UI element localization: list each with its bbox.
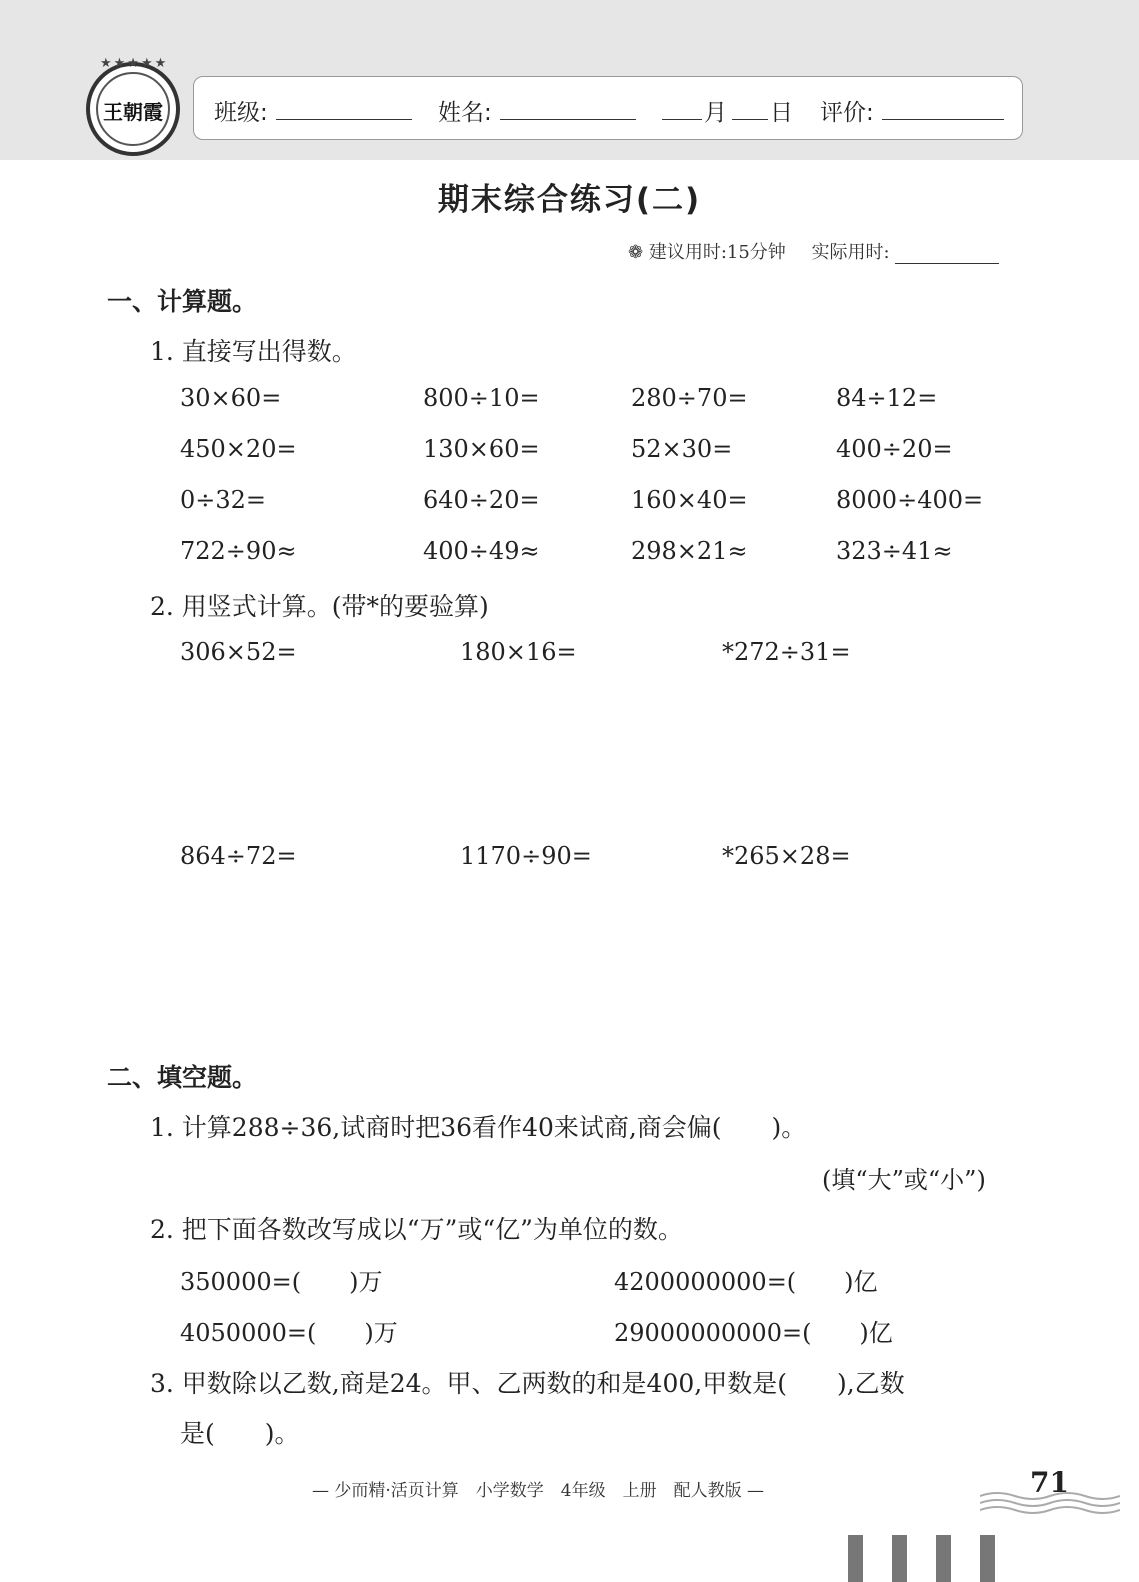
logo-text: 王朝霞 (103, 100, 163, 124)
vertical-problem: 180×16= (460, 638, 577, 666)
actual-time-label: 实际用时: (811, 242, 890, 263)
actual-time-field[interactable] (895, 245, 999, 264)
vertical-problem: *272÷31= (722, 638, 851, 666)
oral-problem: 280÷70= (631, 384, 748, 412)
section1-heading: 一、计算题。 (107, 287, 258, 316)
oral-problem: 400÷49≈ (423, 537, 540, 565)
day-label: 日 (770, 100, 793, 126)
clock-icon: ❁ (628, 242, 644, 263)
s2-q2-prompt: 2. 把下面各数改写成以“万”或“亿”为单位的数。 (150, 1215, 683, 1244)
day-field[interactable] (732, 95, 768, 120)
vertical-problem: *265×28= (722, 842, 851, 870)
oral-problem: 0÷32= (180, 486, 267, 514)
oral-problem: 722÷90≈ (180, 537, 297, 565)
s2-q3-line1: 3. 甲数除以乙数,商是24。甲、乙两数的和是400,甲数是( ),乙数 (150, 1369, 905, 1398)
oral-problem: 8000÷400= (836, 486, 984, 514)
vertical-problem: 864÷72= (180, 842, 297, 870)
oral-problem: 52×30= (631, 435, 733, 463)
eval-field[interactable] (882, 95, 1004, 120)
oral-problem: 400÷20= (836, 435, 953, 463)
conversion-problem: 4050000=( )万 (180, 1319, 398, 1347)
s2-q1-text: 1. 计算288÷36,试商时把36看作40来试商,商会偏( )。 (150, 1113, 807, 1142)
month-field[interactable] (662, 95, 702, 120)
vertical-problem: 306×52= (180, 638, 297, 666)
section2-heading: 二、填空题。 (107, 1063, 258, 1092)
oral-problem: 323÷41≈ (836, 537, 953, 565)
footer-text: — 少而精·活页计算 小学数学 4年级 上册 配人教版 — (312, 1481, 765, 1501)
eval-label: 评价: (820, 100, 874, 126)
star-icons: ★★★★★ (100, 56, 169, 71)
oral-problem: 800÷10= (423, 384, 540, 412)
publisher-logo (86, 56, 180, 156)
oral-problem: 298×21≈ (631, 537, 748, 565)
wave-decoration-icon (980, 1488, 1120, 1518)
conversion-problem: 4200000000=( )亿 (614, 1268, 878, 1296)
month-label: 月 (704, 100, 727, 126)
conversion-problem: 29000000000=( )亿 (614, 1319, 893, 1347)
page-number: 71 (1030, 1466, 1069, 1499)
s1-q2-prompt: 2. 用竖式计算。(带*的要验算) (150, 592, 489, 621)
s2-q3-line2: 是( )。 (180, 1419, 300, 1448)
class-field[interactable] (276, 95, 412, 120)
oral-problem: 450×20= (180, 435, 297, 463)
student-info-box (193, 76, 1023, 140)
suggested-time: 建议用时:15分钟 (648, 242, 786, 263)
time-line (628, 238, 999, 264)
vertical-problem: 1170÷90= (460, 842, 592, 870)
name-field[interactable] (500, 95, 636, 120)
page-title: 期末综合练习(二) (437, 182, 702, 218)
oral-problem: 130×60= (423, 435, 540, 463)
oral-problem: 30×60= (180, 384, 282, 412)
oral-problem: 160×40= (631, 486, 748, 514)
class-label: 班级: (214, 100, 268, 126)
s2-q1-hint: (填“大”或“小”) (822, 1166, 986, 1194)
s1-q1-prompt: 1. 直接写出得数。 (150, 337, 357, 366)
conversion-problem: 350000=( )万 (180, 1268, 383, 1296)
name-label: 姓名: (438, 100, 492, 126)
oral-problem: 640÷20= (423, 486, 540, 514)
oral-problem: 84÷12= (836, 384, 938, 412)
